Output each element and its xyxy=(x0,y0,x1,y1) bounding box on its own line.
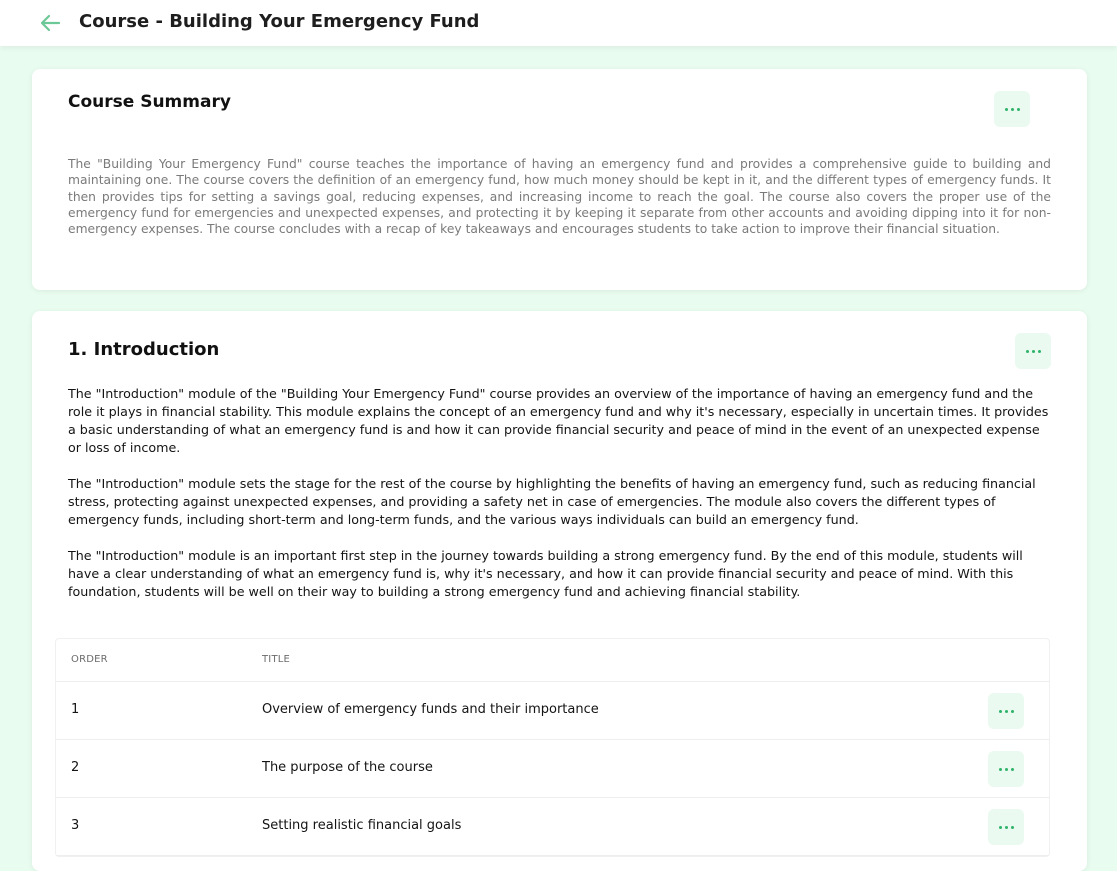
lesson-title: The purpose of the course xyxy=(262,760,433,775)
more-horizontal-icon xyxy=(999,710,1014,713)
row-menu-button[interactable] xyxy=(988,693,1024,729)
back-button[interactable] xyxy=(36,11,64,35)
module-paragraph: The "Introduction" module sets the stage for the rest of the course by highlighting the benefits of having an emergency fund, such as reducing financial stress, protecting against unexpected expenses, and providing a safety net in case of emergencies. The module also covers the different types of emergency funds, including short-term and long-term funds, and the various ways individuals can build an emergency fund. xyxy=(68,476,1036,527)
lesson-order: 1 xyxy=(71,702,80,717)
summary-menu-button[interactable] xyxy=(994,91,1030,127)
module-menu-button[interactable] xyxy=(1015,333,1051,369)
module-paragraph: The "Introduction" module is an important first step in the journey towards building a strong emergency fund. By the end of this module, students will have a clear understanding of what an emergency fund is, why it's necessary, and how it can provide financial security and peace of mind. With this foundation, students will be well on their way to building a strong emergency fund and achieving financial stability. xyxy=(68,548,1023,599)
row-menu-button[interactable] xyxy=(988,809,1024,845)
module-paragraph: The "Introduction" module of the "Building Your Emergency Fund" course provides an overview of the importance of having an emergency fund and the role it plays in financial stability. This module explains the concept of an emergency fund and why it's necessary, especially in uncertain times. It provides a basic understanding of what an emergency fund is and how it can provide financial security and peace of mind in the event of an unexpected expense or loss of income. xyxy=(68,386,1049,455)
module-description xyxy=(68,385,1053,619)
table-row[interactable] xyxy=(56,682,1049,740)
more-horizontal-icon xyxy=(999,826,1014,829)
more-horizontal-icon xyxy=(1026,350,1041,353)
summary-title: Course Summary xyxy=(68,92,231,112)
column-header-title: TITLE xyxy=(262,654,291,665)
lesson-order: 2 xyxy=(71,760,80,775)
table-header xyxy=(56,639,1049,682)
more-horizontal-icon xyxy=(1005,108,1020,111)
lesson-order: 3 xyxy=(71,818,80,833)
top-bar xyxy=(0,0,1117,46)
more-horizontal-icon xyxy=(999,768,1014,771)
lesson-title: Overview of emergency funds and their importance xyxy=(262,702,599,717)
summary-text: The "Building Your Emergency Fund" course teaches the importance of having an emergency fund and provides a comprehensive guide to building and maintaining one. The course covers the definition of an emergency fund, how much money should be kept in it, and the different types of emergency funds. It then provides tips for setting a savings goal, reducing expenses, and increasing income to reach the goal. The course also covers the proper use of the emergency fund for emergencies and unexpected expenses, and protecting it by keeping it separate from other accounts and avoiding dipping into it for non-emergency expenses. The course concludes with a recap of key takeaways and encourages students to take action to improve their financial situation. xyxy=(68,157,1051,237)
table-row[interactable] xyxy=(56,798,1049,856)
page-title: Course - Building Your Emergency Fund xyxy=(79,11,480,32)
table-row[interactable] xyxy=(56,740,1049,798)
module-card xyxy=(32,311,1087,871)
arrow-left-icon xyxy=(39,14,61,32)
course-summary-card xyxy=(32,69,1087,290)
lesson-title: Setting realistic financial goals xyxy=(262,818,462,833)
row-menu-button[interactable] xyxy=(988,751,1024,787)
lessons-table xyxy=(55,638,1050,857)
module-title: 1. Introduction xyxy=(68,339,220,360)
column-header-order: ORDER xyxy=(71,654,108,665)
